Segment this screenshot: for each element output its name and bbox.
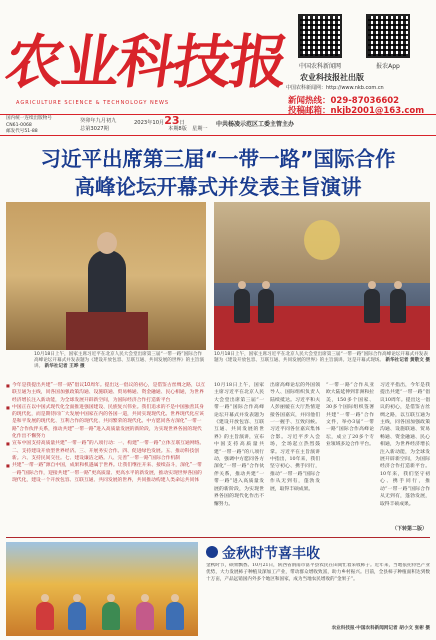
edition-count: 本期8版 xyxy=(168,126,187,132)
sponsor: 中共杨凌示范区工委主管主办 xyxy=(216,121,295,128)
summary-item: ■ 今年是我提出共建“一带一路”倡议10周年。提出这一倡议的初心，是借鉴古丝绸之路，以互联互通为主线，同各国加强政策沟通、设施联通、贸易畅通、资金融通、民心相通，为世界经济增长注入新动能，为全球发展开辟新空间，为国际经济合作打造新平台 xyxy=(6,382,206,404)
harvest-title[interactable]: 金秋时节喜丰收 xyxy=(222,546,320,562)
headline-line-2[interactable]: 高峰论坛开幕式并发表主旨演讲 xyxy=(74,175,362,199)
photo-venue xyxy=(214,202,430,350)
leaf-icon xyxy=(206,546,218,558)
date-day: 23 xyxy=(164,114,180,127)
issn-number: CN61-0068 xyxy=(6,122,32,128)
qr-code-website[interactable] xyxy=(298,14,342,58)
section-divider xyxy=(6,537,430,538)
caption-left-text: 10月18日上午，国家主席习近平在北京人民大会堂出席第三届“一带一路”国际合作高峰论坛开幕式并发表题为《建设开放包容、互联互通、共同发展的世界》的主旨演讲。 xyxy=(34,352,204,370)
date-prefix: 2023年10月 xyxy=(134,120,165,126)
article-column-2: 出席高峰论坛的外国领导人、国际组织负责人陆续抵达。习近平和夫人彭丽媛在大厅热情迎接各国嘉宾，并同他们一一握手、互致问候。习近平同各位嘉宾集体合影。习近平步入会场，全场起立热烈鼓掌。习近平在主旨演讲中指出，10年来，我们坚守初心、携手同行，推动“一带一路”国际合作从无到有，蓬勃发展，取得丰硕成果。 xyxy=(270,383,320,492)
publisher-url[interactable]: 中国农科新闻网：http://www.nkb.com.cn xyxy=(286,85,384,91)
weekday: 星期一 xyxy=(192,126,208,132)
caption-right-text: 10月18日上午，国家主席习近平在北京人民大会堂出席第三届“一带一路”国际合作高峰论坛开幕式并发表题为《建设开放包容、互联互通、共同发展的世界》的主旨演讲。这是开幕式现场。 xyxy=(214,352,428,364)
continued-note[interactable]: （下转第二版） xyxy=(392,526,428,532)
publisher-name: 农业科技报社出版 xyxy=(300,73,364,82)
email-address[interactable]: nkjb2001@163.com xyxy=(330,106,425,116)
hotline-label: 新闻热线： xyxy=(288,96,331,106)
date-suffix: 日 xyxy=(179,120,185,126)
caption-right-credit: 新华社记者 黄敬文 摄 xyxy=(385,358,430,364)
issn-block xyxy=(6,116,52,136)
speaker-figure xyxy=(88,250,126,320)
qr-label-app: 报农App xyxy=(376,63,400,70)
qr-code-app[interactable] xyxy=(366,14,410,58)
headline-line-1[interactable]: 习近平出席第三届“一带一路”国际合作 xyxy=(40,147,396,171)
emblem xyxy=(304,220,340,260)
article-column-4: 习近平指出，今年是我提出共建“一带一路”倡议10周年。提出这一倡议的初心，是借鉴古丝绸之路，以互联互通为主线，同各国加强政策沟通、设施联通、贸易畅通、资金融通、民心相通，为世界经济增长注入新动能，为全球发展开辟新空间，为国际经济合作打造新平台。10年来，我们坚守初心、携手同行，推动“一带一路”国际合作从无到有，蓬勃发展，取得丰硕成果。 xyxy=(380,383,430,507)
issue-block xyxy=(80,118,116,133)
summary-item: ■ 宣布中国支持高质量共建“一带一路”的八项行动：一、构建“一带一路”立体互联互通网络。二、支持建设开放型世界经济。三、开展务实合作。四、促进绿色发展。五、推动科技创新。六、支持民间交往。七、建设廉洁之路。八、完善“一带一路”国际合作机制 xyxy=(6,440,206,462)
harvest-photo xyxy=(6,542,198,636)
speaker-head xyxy=(97,232,117,254)
article-column-1: 10月18日上午，国家主席习近平在北京人民大会堂出席第三届“一带一路”国际合作高峰论坛开幕式并发表题为《建设开放包容、互联互通、共同发展的世界》的主旨演讲，宣布中国支持高质量共建“一带一路”的八项行动，强调中方愿同各方深化“一带一路”合作伙伴关系，推动共建“一带一路”进入高质量发展的新阶段，为实现世界各国的现代化作出不懈努力。 xyxy=(214,383,264,507)
photo-speech xyxy=(6,202,206,350)
summary-item: ■ 中国正在以中国式现代化全面推进强国建设、民族复兴伟业。我们追求的不是中国独善其身的现代化，而是期待同广大发展中国家在内的各国一道，共同实现现代化。世界现代化应该是和平发展的现代化、互利合作的现代化、共同繁荣的现代化。中方愿同各方深化“一带一路”合作伙伴关系，推动共建“一带一路”进入高质量发展的新阶段，为实现世界各国的现代化作出不懈努力 xyxy=(6,404,206,440)
hotline-number: 029-87036602 xyxy=(330,96,400,106)
article-column-3: “一带一路”合作从亚欧大陆延伸到非洲和拉美，150多个国家、30多个国际组织签署共建“一带一路”合作文件，举办3届“一带一路”国际合作高峰论坛，成立了20多个专业领域多边合作平台。 xyxy=(326,383,374,448)
masthead-logo: 农业科技报 xyxy=(1,28,291,96)
summary-item: ■ 共建“一带一路”源自中国，成果和机遇属于世界。让我们继往开来、接续奋斗，深化“一带一路”国际合作，迎接共建“一带一路”更高质量、更高水平的新发展，推动实现世界各国的现代化，建设一个开放包容、互联互通、共同发展的世界，共同推动构建人类命运共同体 xyxy=(6,462,206,484)
info-bar xyxy=(0,114,436,136)
lunar-date: 癸卯年九月初九 xyxy=(80,118,117,124)
issn-label: 国内统一连续出版物号 xyxy=(6,116,52,121)
caption-right xyxy=(214,352,430,364)
issue-number: 总第3027期 xyxy=(80,125,109,132)
email-label: 投稿邮箱： xyxy=(288,106,331,116)
postal-code: 邮发代号51-88 xyxy=(6,129,38,134)
harvest-body: 金秋时节，硕果飘香。10月21日，陕西省渭南市富平县农民在田间忙着采收柿子。近年来，当地依托特色产业优势，大力发展柿子种植及深加工产业，带动群众增收致富，助力乡村振兴。目前，全县柿子种植面积达到数十万亩，产品远销国内外多个地区和国家，成为当地农民增收的“金果子”。 xyxy=(206,563,430,582)
summary-list xyxy=(6,382,206,534)
podium xyxy=(66,312,148,350)
qr-label-website: 中国农科新闻网 xyxy=(298,63,341,70)
harvest-credit: 农业科技报·中国农科新闻网记者 胡小文 张彬 摄 xyxy=(331,626,430,631)
caption-left xyxy=(34,352,206,371)
caption-left-credit: 新华社记者 王晔 摄 xyxy=(44,364,85,370)
masthead-english: AGRICULTURE SCIENCE & TECHNOLOGY NEWS xyxy=(16,100,170,106)
